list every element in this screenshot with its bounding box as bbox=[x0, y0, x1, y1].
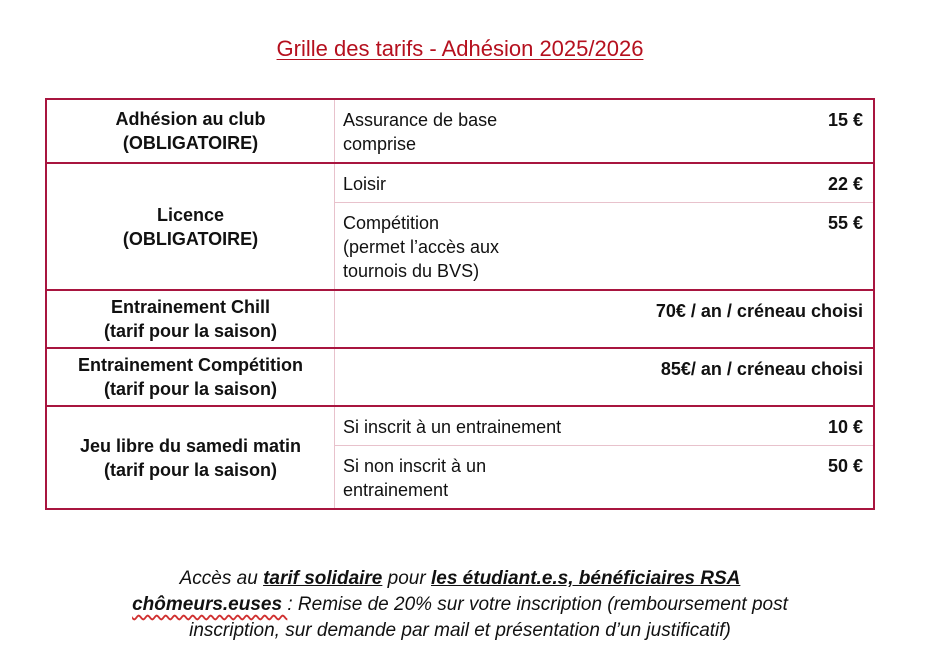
category-jeu-libre-line2: (tarif pour la saison) bbox=[103, 459, 278, 480]
price-loisir: 22 € bbox=[601, 163, 874, 203]
row-licence-loisir bbox=[46, 163, 874, 203]
category-chill bbox=[46, 290, 335, 348]
category-chill-line1: Entrainement Chill bbox=[110, 297, 271, 317]
category-jeu-libre bbox=[46, 406, 335, 509]
category-jeu-libre-line1: Jeu libre du samedi matin bbox=[79, 435, 302, 456]
price-adhesion: 15 € bbox=[827, 110, 863, 130]
price-non-inscrit: 50 € bbox=[601, 446, 874, 510]
category-licence-line2: (OBLIGATOIRE) bbox=[122, 228, 259, 249]
category-adhesion-line1: Adhésion au club bbox=[115, 109, 266, 129]
category-competition-training-line2: (tarif pour la saison) bbox=[103, 379, 278, 399]
solidarity-note-line1 bbox=[0, 566, 920, 592]
category-adhesion bbox=[46, 99, 335, 163]
price-competition: 55 € bbox=[601, 203, 874, 291]
solidarity-note-line2 bbox=[0, 592, 920, 618]
price-competition-training: 85€/ an / créneau choisi bbox=[335, 348, 875, 406]
desc-inscrit: Si inscrit à un entrainement bbox=[335, 406, 602, 446]
note-text-2: pour bbox=[382, 568, 431, 589]
desc-competition-line1: Compétition bbox=[343, 213, 440, 233]
desc-non-inscrit bbox=[335, 446, 602, 510]
note-beneficiaires: les étudiant.e.s, bénéficiaires RSA bbox=[430, 568, 741, 589]
category-adhesion-line2: (OBLIGATOIRE) bbox=[122, 133, 259, 153]
desc-loisir: Loisir bbox=[335, 163, 602, 203]
row-adhesion bbox=[46, 99, 874, 163]
pricing-table bbox=[45, 98, 875, 510]
desc-assurance bbox=[335, 99, 602, 163]
category-chill-line2: (tarif pour la saison) bbox=[103, 321, 278, 341]
desc-non-inscrit-line2: entrainement bbox=[343, 480, 449, 500]
desc-competition-line2: (permet l’accès aux bbox=[343, 237, 500, 257]
row-jeu-libre-inscrit bbox=[46, 406, 874, 446]
desc-non-inscrit-line1: Si non inscrit à un bbox=[343, 456, 487, 476]
row-competition-training bbox=[46, 348, 874, 406]
page-title: Grille des tarifs - Adhésion 2025/2026 bbox=[276, 36, 644, 61]
note-text-1: Accès au bbox=[179, 568, 264, 589]
note-tarif-solidaire: tarif solidaire bbox=[263, 568, 383, 589]
price-inscrit: 10 € bbox=[601, 406, 874, 446]
note-text-3: : Remise de 20% sur votre inscription (remboursement post bbox=[287, 594, 788, 615]
category-competition-training-line1: Entrainement Compétition bbox=[77, 355, 303, 375]
category-competition-training bbox=[46, 348, 335, 406]
solidarity-note bbox=[0, 566, 920, 644]
note-chomeurs: chômeurs.euses bbox=[132, 594, 288, 615]
row-chill bbox=[46, 290, 874, 348]
category-licence bbox=[46, 163, 335, 290]
price-chill: 70€ / an / créneau choisi bbox=[335, 290, 875, 348]
category-licence-line1: Licence bbox=[156, 204, 225, 225]
desc-competition bbox=[335, 203, 602, 291]
solidarity-note-line3: inscription, sur demande par mail et présentation d’un justificatif) bbox=[189, 620, 731, 641]
desc-assurance-line2: comprise bbox=[343, 134, 417, 154]
desc-assurance-line1: Assurance de base bbox=[343, 110, 498, 130]
desc-competition-line3: tournois du BVS) bbox=[343, 261, 480, 281]
